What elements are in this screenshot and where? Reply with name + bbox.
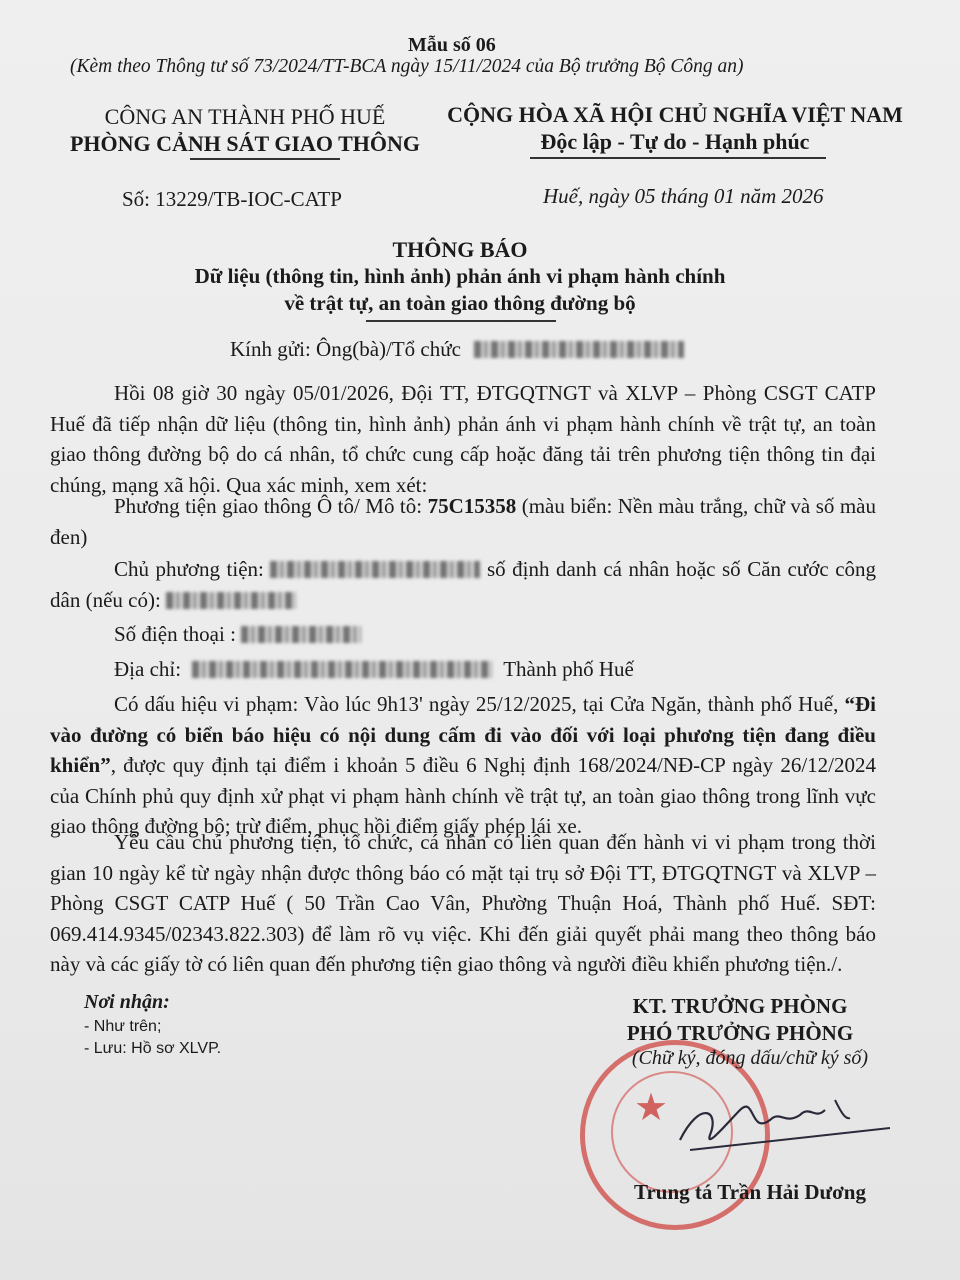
owner-label: Chủ phương tiện: [114,557,264,581]
violation-description: “Đi vào đường có biển báo hiệu có nội dung cấm đi vào đối với loại phương tiện đang điều khiển” [50,692,877,777]
paragraph-receipt: Hồi 08 giờ 30 ngày 05/01/2026, Đội TT, ĐTGQTNGT và XLVP – Phòng CSGT CATP Huế đã tiếp nhận dữ liệu (thông tin, hình ảnh) phản ánh vi phạm hành chính về trật tự, an toàn giao thông đường bộ do cá nhân, tổ chức cung cấp hoặc đăng tải trên phương tiện thông tin đại chúng, mạng xã hội. Qua xác minh, xem xét: [50,381,876,497]
address-city: Thành phố Huế [503,657,634,681]
redacted-phone [241,626,361,643]
redacted-owner-id [166,592,296,609]
redacted-recipient [474,341,684,358]
signature-note: (Chữ ký, đóng dấu/chữ ký số) [631,1047,869,1069]
violation-intro: Có dấu hiệu vi phạm: Vào lúc 9h13' ngày 25/12/2025, tại Cửa Ngăn, thành phố Huế, [114,692,839,716]
notice-subtitle-2: về trật tự, an toàn giao thông đường bộ [284,291,636,315]
recipients-item-1: - Như trên; [84,1018,162,1035]
form-reference: (Kèm theo Thông tư số 73/2024/TT-BCA ngày 15/11/2024 của Bộ trưởng Bộ Công an) [70,56,744,77]
notice-subtitle-1: Dữ liệu (thông tin, hình ảnh) phản ánh vi phạm hành chính [194,264,726,288]
agency-department: PHÒNG CẢNH SÁT GIAO THÔNG [69,131,420,156]
agency-underline [190,158,340,160]
notice-title: THÔNG BÁO [392,237,528,262]
recipients-item-2: - Lưu: Hồ sơ XLVP. [84,1040,222,1057]
stamp-star-icon: ★ [633,1085,669,1129]
plate-description: (màu biển: Nền màu trắng, chữ và số màu đen) [50,494,876,549]
address-label: Địa chỉ: [114,657,182,681]
violation-legal-basis: , được quy định tại điểm i khoản 5 điều 6 Nghị định 168/2024/NĐ-CP ngày 26/12/2024 của Chính phủ quy định xử phạt vi phạm hành chính về trật tự, an toàn giao thông trong lĩnh vực giao thông đường bộ; trừ điểm, phục hồi điểm giấy phép lái xe. [50,753,876,838]
place-date: Huế, ngày 05 tháng 01 năm 2026 [543,184,824,208]
paragraph-violation [50,689,876,842]
recipients-heading: Nơi nhận: [84,991,170,1013]
paragraph-phone [50,619,876,650]
paragraph-request: Yêu cầu chủ phương tiện, tổ chức, cá nhân có liên quan đến hành vi vi phạm trong thời gian 10 ngày kể từ ngày nhận được thông báo có mặt tại trụ sở Đội TT, ĐTGQTNGT và XLVP – Phòng CSGT CATP Huế ( 50 Trần Cao Vân, Phường Thuận Hoá, Thành phố Huế. SĐT: 069.414.9345/02343.822.303) để làm rõ vụ việc. Khi đến giải quyết phải mang theo thông báo này và các giấy tờ có liên quan đến phương tiện giao thông và người điều khiển phương tiện./. [50,830,876,976]
title-underline [366,320,556,322]
national-title: CỘNG HÒA XÃ HỘI CHỦ NGHĨA VIỆT NAM [447,102,903,127]
signature-title-2: PHÓ TRƯỞNG PHÒNG [626,1021,854,1045]
phone-label: Số điện thoại : [114,622,236,646]
motto-underline [530,157,826,159]
form-number: Mẫu số 06 [408,34,496,56]
license-plate: 75C15358 [427,494,517,518]
recipient-label: Kính gửi: Ông(bà)/Tổ chức [230,337,461,361]
agency-name: CÔNG AN THÀNH PHỐ HUẾ [104,104,386,129]
national-motto: Độc lập - Tự do - Hạnh phúc [540,129,810,154]
paragraph-vehicle [50,491,876,552]
owner-id-label: số định danh cá nhân hoặc số Căn cước công dân (nếu có): [50,557,877,612]
redacted-address [192,661,492,678]
paragraph-owner [50,554,876,615]
paragraph-address [50,654,876,685]
handwritten-signature [660,1080,900,1160]
document-number: Số: 13229/TB-IOC-CATP [122,187,342,211]
redacted-owner-name [270,561,480,578]
vehicle-label: Phương tiện giao thông Ô tô/ Mô tô: [114,494,423,518]
signature-title-1: KT. TRƯỞNG PHÒNG [632,994,848,1018]
recipient-line [230,337,684,362]
signatory-name: Trung tá Trần Hải Dương [634,1180,866,1204]
